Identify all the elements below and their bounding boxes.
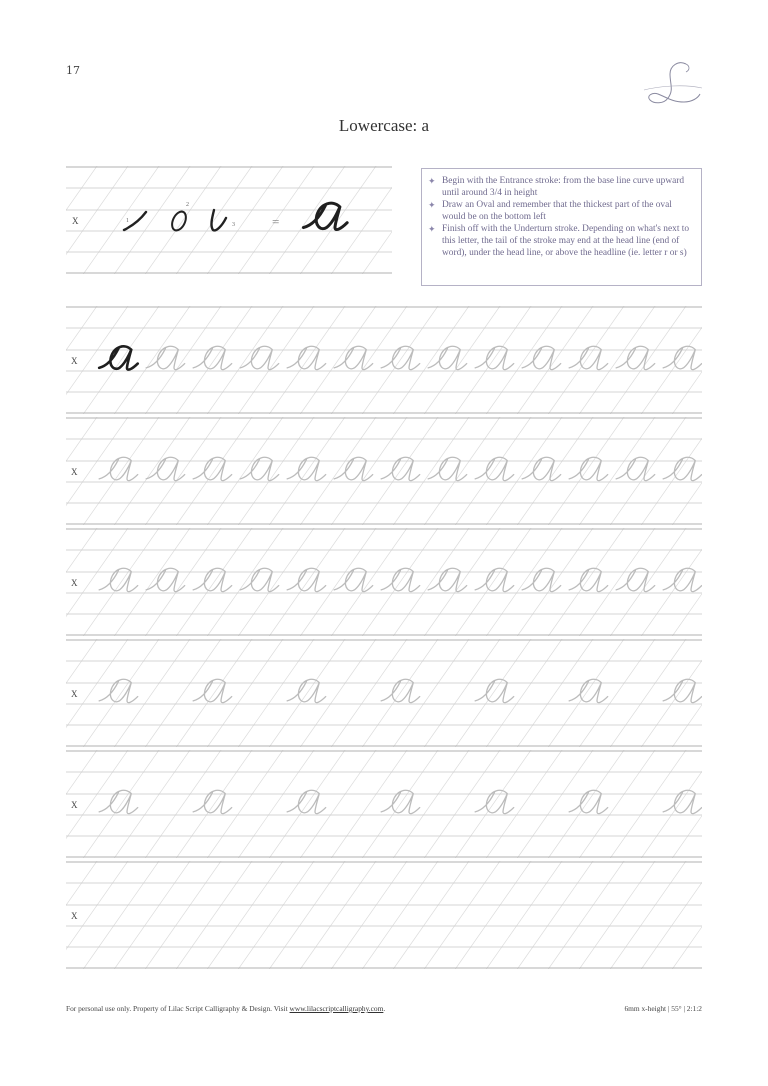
slant-line bbox=[424, 528, 500, 636]
instruction-item bbox=[428, 176, 693, 199]
slant-line bbox=[145, 750, 221, 858]
slant-line bbox=[331, 417, 407, 525]
slant-line bbox=[424, 639, 500, 747]
slant-line bbox=[672, 306, 702, 414]
stroke-number: 3 bbox=[232, 222, 235, 228]
footer-text: For personal use only. Property of Lilac Script Calligraphy & Design. Visit bbox=[66, 1004, 290, 1013]
slant-line bbox=[548, 417, 624, 525]
slant-line bbox=[176, 528, 252, 636]
slant-line bbox=[672, 528, 702, 636]
slant-line bbox=[176, 639, 252, 747]
slant-line bbox=[486, 639, 562, 747]
slant-line bbox=[641, 861, 702, 969]
stroke-number: 1 bbox=[126, 218, 129, 224]
instruction-text: Begin with the Entrance stroke: from the base line curve upward until around 3/4 in height bbox=[442, 176, 685, 198]
row-marker: X bbox=[71, 911, 78, 921]
slant-line bbox=[300, 861, 376, 969]
slant-line bbox=[362, 861, 438, 969]
slant-line bbox=[393, 750, 469, 858]
slant-line bbox=[362, 166, 392, 274]
slant-line bbox=[145, 306, 221, 414]
slant-line bbox=[424, 306, 500, 414]
practice-row-2 bbox=[66, 417, 702, 525]
slant-line bbox=[83, 166, 159, 274]
slant-line bbox=[548, 639, 624, 747]
slant-lines bbox=[66, 306, 702, 414]
slant-line bbox=[145, 166, 221, 274]
slant-line bbox=[176, 750, 252, 858]
slant-line bbox=[455, 306, 531, 414]
instruction-text: Draw an Oval and remember that the thickest part of the oval would be on the bottom left bbox=[442, 200, 672, 222]
slant-line bbox=[83, 750, 159, 858]
logo bbox=[640, 58, 704, 110]
slant-line bbox=[424, 417, 500, 525]
slant-lines bbox=[66, 750, 702, 858]
slant-line bbox=[548, 306, 624, 414]
row-marker: X bbox=[72, 216, 79, 226]
slant-line bbox=[486, 417, 562, 525]
slant-line bbox=[300, 417, 376, 525]
slant-line bbox=[672, 417, 702, 525]
slant-lines bbox=[66, 639, 702, 747]
slant-line bbox=[207, 306, 283, 414]
row-marker: X bbox=[71, 578, 78, 588]
practice-row-1 bbox=[66, 306, 702, 414]
slant-line bbox=[455, 639, 531, 747]
practice-row-4 bbox=[66, 639, 702, 747]
page-number: 17 bbox=[66, 64, 80, 77]
slant-line bbox=[331, 306, 407, 414]
slant-line bbox=[548, 861, 624, 969]
website-link[interactable]: www.lilacscriptcalligraphy.com bbox=[289, 1004, 384, 1013]
slant-lines bbox=[66, 528, 702, 636]
slant-line bbox=[486, 306, 562, 414]
instructions-list bbox=[428, 176, 693, 259]
slant-line bbox=[238, 861, 314, 969]
footer-specs: 6mm x-height | 55° | 2:1:2 bbox=[624, 1004, 702, 1013]
sparkle-icon: ✦ bbox=[428, 224, 436, 235]
slant-line bbox=[579, 750, 655, 858]
slant-line bbox=[455, 528, 531, 636]
slant-line bbox=[424, 861, 500, 969]
slant-line bbox=[331, 528, 407, 636]
slant-lines bbox=[66, 417, 702, 525]
slant-line bbox=[269, 417, 345, 525]
slant-lines bbox=[66, 861, 702, 969]
sparkle-icon: ✦ bbox=[428, 200, 436, 211]
practice-row-3 bbox=[66, 528, 702, 636]
slant-line bbox=[145, 528, 221, 636]
row-marker: X bbox=[71, 356, 78, 366]
row-marker: X bbox=[71, 689, 78, 699]
slant-line bbox=[83, 528, 159, 636]
slant-line bbox=[300, 166, 376, 274]
slant-line bbox=[362, 750, 438, 858]
practice-row-5 bbox=[66, 750, 702, 858]
slant-line bbox=[83, 417, 159, 525]
slant-line bbox=[331, 861, 407, 969]
slant-line bbox=[145, 639, 221, 747]
slant-line bbox=[145, 861, 221, 969]
slant-line bbox=[393, 639, 469, 747]
slant-line bbox=[269, 861, 345, 969]
slant-line bbox=[207, 528, 283, 636]
slant-line bbox=[176, 861, 252, 969]
slant-line bbox=[362, 306, 438, 414]
equals-sign: = bbox=[272, 214, 280, 229]
slant-line bbox=[424, 750, 500, 858]
row-marker: X bbox=[71, 467, 78, 477]
slant-line bbox=[486, 861, 562, 969]
slant-line bbox=[176, 166, 252, 274]
slant-line bbox=[362, 417, 438, 525]
slant-line bbox=[300, 639, 376, 747]
slant-line bbox=[548, 528, 624, 636]
slant-line bbox=[362, 639, 438, 747]
slant-line bbox=[672, 861, 702, 969]
practice-row-6 bbox=[66, 861, 702, 969]
slant-line bbox=[331, 750, 407, 858]
slant-line bbox=[331, 639, 407, 747]
instruction-text: Finish off with the Underturn stroke. Depending on what's next to this letter, the tail of the stroke may end at the head line (end of word), under the head line, or above the headline (ie. letter r or s) bbox=[442, 224, 690, 258]
sparkle-icon: ✦ bbox=[428, 176, 436, 186]
slant-line bbox=[238, 528, 314, 636]
oval-stroke bbox=[169, 209, 188, 232]
slant-line bbox=[83, 306, 159, 414]
slant-line bbox=[145, 417, 221, 525]
slant-line bbox=[300, 528, 376, 636]
page-title: Lowercase: a bbox=[338, 116, 430, 135]
slant-line bbox=[455, 417, 531, 525]
slant-line bbox=[83, 639, 159, 747]
slant-line bbox=[548, 750, 624, 858]
slant-line bbox=[66, 166, 97, 274]
slant-line bbox=[83, 861, 159, 969]
slant-line bbox=[331, 166, 392, 274]
instruction-item bbox=[428, 200, 693, 223]
slant-line bbox=[672, 750, 702, 858]
slant-line bbox=[238, 306, 314, 414]
footer-period: . bbox=[383, 1004, 386, 1013]
slant-lines bbox=[66, 166, 392, 274]
slant-line bbox=[238, 750, 314, 858]
slant-line bbox=[269, 750, 345, 858]
slant-line bbox=[362, 528, 438, 636]
slant-line bbox=[207, 861, 283, 969]
slant-line bbox=[269, 639, 345, 747]
slant-line bbox=[672, 639, 702, 747]
instruction-item bbox=[428, 224, 693, 259]
slant-line bbox=[207, 417, 283, 525]
slant-line bbox=[207, 639, 283, 747]
row-marker: X bbox=[71, 800, 78, 810]
slant-line bbox=[238, 417, 314, 525]
slant-line bbox=[269, 306, 345, 414]
slant-line bbox=[300, 306, 376, 414]
slant-line bbox=[176, 417, 252, 525]
footer-copyright bbox=[66, 1004, 385, 1013]
slant-line bbox=[176, 306, 252, 414]
slant-line bbox=[486, 750, 562, 858]
slant-line bbox=[455, 861, 531, 969]
slant-line bbox=[486, 528, 562, 636]
slant-line bbox=[207, 750, 283, 858]
slant-line bbox=[393, 861, 469, 969]
instructions-box bbox=[421, 168, 702, 286]
demo-guide-box bbox=[66, 166, 392, 274]
slant-line bbox=[238, 639, 314, 747]
stroke-number: 2 bbox=[186, 202, 189, 208]
slant-line bbox=[517, 861, 593, 969]
slant-line bbox=[455, 750, 531, 858]
slant-line bbox=[300, 750, 376, 858]
slant-line bbox=[610, 861, 686, 969]
slant-line bbox=[579, 639, 655, 747]
slant-line bbox=[269, 528, 345, 636]
slant-line bbox=[114, 861, 190, 969]
slant-line bbox=[579, 861, 655, 969]
